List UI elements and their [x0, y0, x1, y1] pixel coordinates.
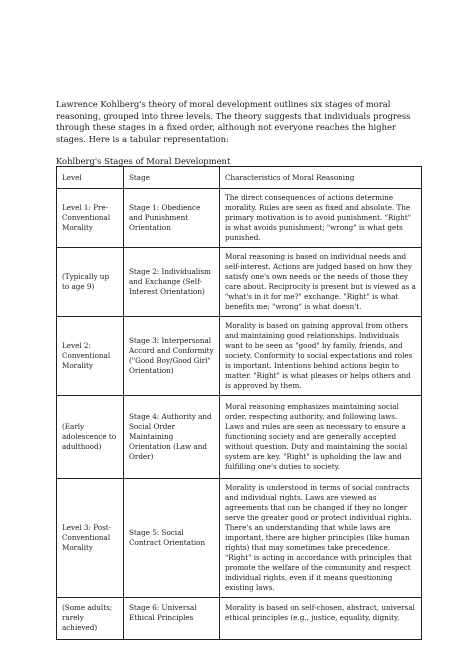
characteristics-cell: Morality is based on gaining approval from others and maintaining good relationships. Individuals want to be seen as "good" by family, friends, and society. Conformity to social expectations and roles is important. Intentions behind actions begin to matter. "Right" is what pleases or helps others and is approved by them. — [220, 317, 422, 396]
level-cell: Level 2: Conventional Morality — [57, 317, 124, 396]
stage-cell: Stage 2: Individualism and Exchange (Self-Interest Orientation) — [124, 248, 220, 317]
header-level: Level — [57, 167, 124, 189]
level-cell: (Typically up to age 9) — [57, 248, 124, 317]
kohlberg-stages-table — [56, 166, 422, 640]
level-cell: (Some adults; rarely achieved) — [57, 598, 124, 640]
table-row — [57, 189, 422, 248]
stage-cell: Stage 3: Interpersonal Accord and Conformity ("Good Boy/Good Girl" Orientation) — [124, 317, 220, 396]
stage-cell: Stage 6: Universal Ethical Principles — [124, 598, 220, 640]
characteristics-cell: Moral reasoning emphasizes maintaining social order, respecting authority, and following laws. Laws and rules are seen as necessary to ensure a functioning society and are generally accepted without question. Duty and maintaining the social system are key. "Right" is upholding the law and fulfilling one's duties to society. — [220, 396, 422, 479]
characteristics-cell: Morality is based on self-chosen, abstract, universal ethical principles (e.g., justice, equality, dignity, — [220, 598, 422, 640]
level-cell: Level 3: Post-Conventional Morality — [57, 479, 124, 598]
stage-cell: Stage 1: Obedience and Punishment Orientation — [124, 189, 220, 248]
table-row — [57, 396, 422, 479]
table-row — [57, 248, 422, 317]
intro-paragraph: Lawrence Kohlberg's theory of moral development outlines six stages of moral reasoning, grouped into three levels. The theory suggests that individuals progress through these stages in a fixed order, although not everyone reaches the higher stages. Here is a tabular representation: — [56, 99, 411, 144]
stage-cell: Stage 4: Authority and Social Order Maintaining Orientation (Law and Order) — [124, 396, 220, 479]
table-caption: Kohlberg's Stages of Moral Development — [56, 156, 231, 166]
table-row — [57, 479, 422, 598]
table-row — [57, 598, 422, 640]
level-cell: (Early adolescence to adulthood) — [57, 396, 124, 479]
table-row — [57, 317, 422, 396]
characteristics-cell: Morality is understood in terms of social contracts and individual rights. Laws are viewed as agreements that can be changed if they no longer serve the greater good or protect individual rights. There's an understanding that while laws are important, there are higher principles (like human rights) that may sometimes take precedence. "Right" is acting in accordance with principles that promote the welfare of the community and respect individual rights, even if it means questioning existing laws. — [220, 479, 422, 598]
characteristics-cell: The direct consequences of actions determine morality. Rules are seen as fixed and absolute. The primary motivation is to avoid punishment. "Right" is what avoids punishment; "wrong" is what gets punished. — [220, 189, 422, 248]
level-cell: Level 1: Pre-Conventional Morality — [57, 189, 124, 248]
header-characteristics: Characteristics of Moral Reasoning — [220, 167, 422, 189]
stage-cell: Stage 5: Social Contract Orientation — [124, 479, 220, 598]
characteristics-cell: Moral reasoning is based on individual needs and self-interest. Actions are judged based on how they satisfy one's own needs or the needs of those they care about. Reciprocity is present but is viewed as a "what's in it for me?" exchange. "Right" is what benefits me; "wrong" is what doesn't. — [220, 248, 422, 317]
header-stage: Stage — [124, 167, 220, 189]
table-header-row — [57, 167, 422, 189]
